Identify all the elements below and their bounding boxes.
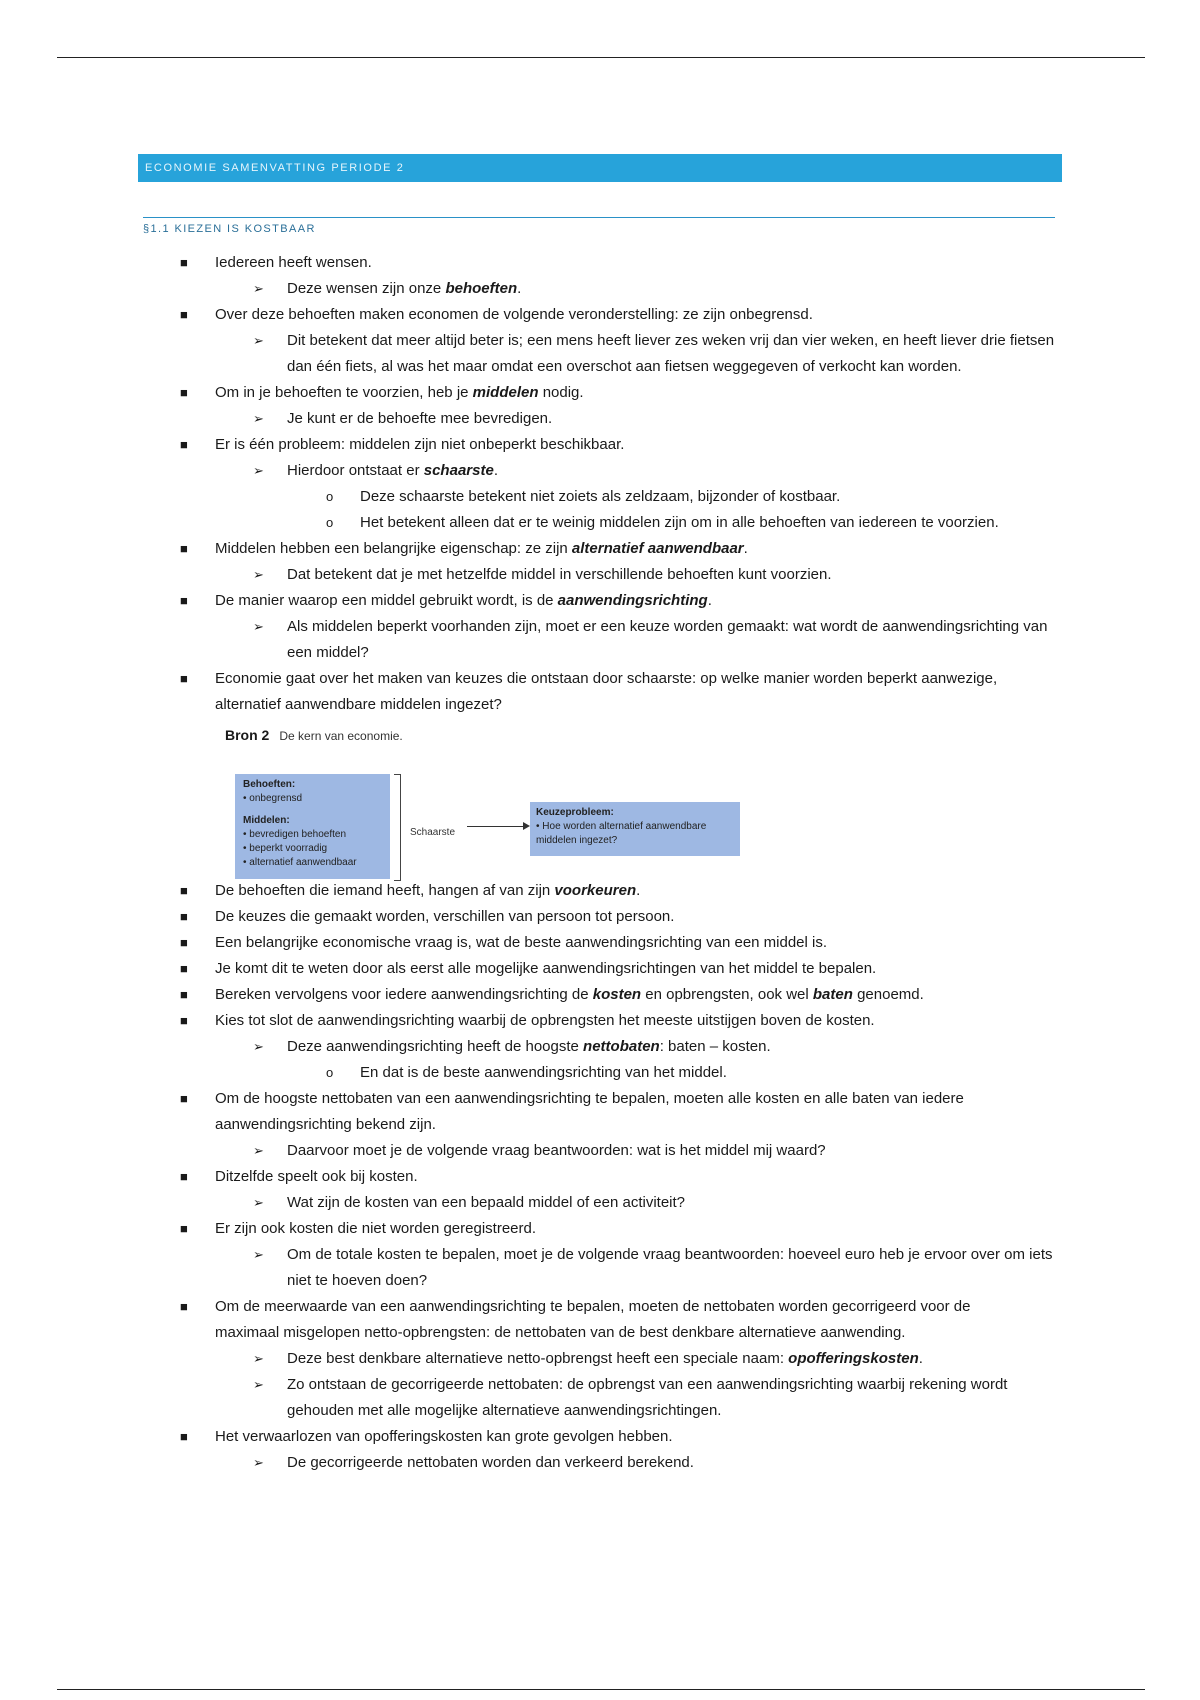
- square-bullet-icon: ■: [180, 1013, 188, 1028]
- square-bullet-icon: ■: [180, 307, 188, 322]
- square-bullet-icon: ■: [180, 1091, 188, 1106]
- text-run: Om de hoogste nettobaten van een aanwendingsrichting te bepalen, moeten alle kosten en alle baten van iedere aanwendingsrichting bekend zijn.: [215, 1090, 964, 1133]
- section-divider: [143, 217, 1055, 218]
- list-item-text: [287, 406, 1057, 432]
- arrow-bullet-icon: ➢: [253, 619, 264, 634]
- circle-bullet-icon: o: [326, 489, 334, 504]
- list-item: [0, 380, 1200, 406]
- list-item: [0, 1372, 1200, 1424]
- text-run: De keuzes die gemaakt worden, verschillen van persoon tot persoon.: [215, 908, 675, 925]
- list-item-text: [215, 1294, 1015, 1346]
- list-item: [0, 1346, 1200, 1372]
- square-bullet-icon: ■: [180, 541, 188, 556]
- text-run: Over deze behoeften maken economen de volgende veronderstelling: ze zijn onbegrensd.: [215, 306, 813, 323]
- text-run: Ditzelfde speelt ook bij kosten.: [215, 1168, 418, 1185]
- text-run: Deze wensen zijn onze: [287, 280, 446, 297]
- square-bullet-icon: ■: [180, 1429, 188, 1444]
- list-item-text: [215, 1008, 1015, 1034]
- list-item: [0, 1424, 1200, 1450]
- list-item-text: [215, 982, 1015, 1008]
- list-item-text: [215, 250, 1015, 276]
- list-item-text: [215, 536, 1015, 562]
- text-run: Deze aanwendingsrichting heeft de hoogste: [287, 1038, 584, 1055]
- list-item: [0, 536, 1200, 562]
- text-run: Economie gaat over het maken van keuzes die ontstaan door schaarste: op welke manier worden beperkt aanwezige, alternatief aanwendbare middelen ingezet?: [215, 670, 998, 713]
- list-item: [0, 562, 1200, 588]
- list-item: [0, 1242, 1200, 1294]
- arrow-bullet-icon: ➢: [253, 1455, 264, 1470]
- top-rule: [57, 57, 1145, 58]
- text-run: en opbrengsten, ook wel: [641, 986, 813, 1003]
- list-item-text: [360, 510, 1010, 536]
- text-run: Dit betekent dat meer altijd beter is; een mens heeft liever zes weken vrij dan vier weken, en heeft liever drie fietsen dan één fiets, al was het maar omdat een overschot aan fietsen weggegeven of verkocht kan worden.: [287, 332, 1055, 375]
- list-item: [0, 1450, 1200, 1476]
- circle-bullet-icon: o: [326, 1065, 334, 1080]
- text-run: En dat is de beste aanwendingsrichting van het middel.: [360, 1064, 727, 1081]
- keyword: aanwendingsrichting: [557, 592, 708, 609]
- text-run: .: [493, 462, 498, 479]
- square-bullet-icon: ■: [180, 909, 188, 924]
- text-run: Deze best denkbare alternatieve netto-opbrengst heeft een speciale naam:: [287, 1350, 789, 1367]
- text-run: Iedereen heeft wensen.: [215, 254, 372, 271]
- text-run: De manier waarop een middel gebruikt wordt, is de: [215, 592, 558, 609]
- document-body: [0, 250, 1200, 1476]
- list-item-text: [215, 904, 1015, 930]
- arrow-bullet-icon: ➢: [253, 333, 264, 348]
- keyword: nettobaten: [583, 1038, 660, 1055]
- list-item: [0, 406, 1200, 432]
- list-item: [0, 458, 1200, 484]
- text-run: nodig.: [538, 384, 584, 401]
- list-item: [0, 982, 1200, 1008]
- list-item: [0, 484, 1200, 510]
- list-item: [0, 588, 1200, 614]
- text-run: .: [517, 280, 522, 297]
- list-item-text: [360, 484, 1010, 510]
- text-run: : baten – kosten.: [659, 1038, 771, 1055]
- arrow-bullet-icon: ➢: [253, 463, 264, 478]
- list-item-text: [215, 380, 1015, 406]
- square-bullet-icon: ■: [180, 935, 188, 950]
- text-run: .: [743, 540, 748, 557]
- text-run: Deze schaarste betekent niet zoiets als zeldzaam, bijzonder of kostbaar.: [360, 488, 841, 505]
- figure-box-keuzeprobleem: [530, 802, 740, 856]
- text-run: De gecorrigeerde nettobaten worden dan verkeerd berekend.: [287, 1454, 694, 1471]
- arrow-bullet-icon: ➢: [253, 1039, 264, 1054]
- square-bullet-icon: ■: [180, 437, 188, 452]
- box-title-behoeften: Behoeften:: [243, 779, 296, 790]
- bottom-rule: [57, 1689, 1145, 1690]
- list-item-text: [215, 930, 1015, 956]
- list-item-text: [215, 1424, 1015, 1450]
- text-run: Daarvoor moet je de volgende vraag beantwoorden: wat is het middel mij waard?: [287, 1142, 826, 1159]
- text-run: Je komt dit te weten door als eerst alle mogelijke aanwendingsrichtingen van het middel te bepalen.: [215, 960, 877, 977]
- list-item: [0, 1190, 1200, 1216]
- figure-caption-text: De kern van economie.: [279, 729, 403, 743]
- list-item: [0, 904, 1200, 930]
- list-item-text: [215, 1086, 1015, 1138]
- keyword: middelen: [472, 384, 539, 401]
- text-run: Een belangrijke economische vraag is, wat de beste aanwendingsrichting van een middel is.: [215, 934, 828, 951]
- figure-label: Bron 2: [225, 727, 270, 743]
- list-item-text: [215, 1164, 1015, 1190]
- arrow-bullet-icon: ➢: [253, 1143, 264, 1158]
- keyword: voorkeuren: [554, 882, 637, 899]
- arrow-bullet-icon: ➢: [253, 567, 264, 582]
- list-item: [0, 328, 1200, 380]
- box-item: • bevredigen behoeften: [243, 829, 347, 840]
- square-bullet-icon: ■: [180, 1299, 188, 1314]
- text-run: Middelen hebben een belangrijke eigenschap: ze zijn: [215, 540, 572, 557]
- text-run: Er is één probleem: middelen zijn niet onbeperkt beschikbaar.: [215, 436, 625, 453]
- list-item-text: [215, 302, 1015, 328]
- list-item-text: [215, 588, 1015, 614]
- keyword: behoeften: [445, 280, 518, 297]
- list-item-text: [287, 614, 1057, 666]
- list-item: [0, 666, 1200, 718]
- arrow-bullet-icon: ➢: [253, 1247, 264, 1262]
- square-bullet-icon: ■: [180, 961, 188, 976]
- text-run: .: [918, 1350, 923, 1367]
- list-item-text: [287, 1242, 1057, 1294]
- list-item: [0, 1060, 1200, 1086]
- arrow-bullet-icon: ➢: [253, 1377, 264, 1392]
- figure-box-behoeften-middelen: [235, 774, 390, 879]
- square-bullet-icon: ■: [180, 1221, 188, 1236]
- list-item: [0, 1034, 1200, 1060]
- list-item-text: [287, 1450, 1057, 1476]
- text-run: De behoeften die iemand heeft, hangen af van zijn: [215, 882, 555, 899]
- list-item-text: [287, 458, 1057, 484]
- list-item-text: [215, 432, 1015, 458]
- bullet-list: [0, 250, 1200, 718]
- list-item-text: [287, 562, 1057, 588]
- list-item: [0, 250, 1200, 276]
- list-item-text: [215, 878, 1015, 904]
- text-run: Bereken vervolgens voor iedere aanwendingsrichting de: [215, 986, 593, 1003]
- figure-caption: [225, 722, 403, 749]
- keyword: schaarste: [423, 462, 494, 479]
- keyword: kosten: [592, 986, 642, 1003]
- box-item: • onbegrensd: [243, 793, 303, 804]
- square-bullet-icon: ■: [180, 671, 188, 686]
- text-run: Om de totale kosten te bepalen, moet je de volgende vraag beantwoorden: hoeveel euro heb je ervoor over om iets niet te hoeven doen?: [287, 1246, 1053, 1289]
- list-item-text: [287, 328, 1057, 380]
- list-item-text: [287, 1034, 1057, 1060]
- square-bullet-icon: ■: [180, 1169, 188, 1184]
- square-bullet-icon: ■: [180, 385, 188, 400]
- list-item: [0, 1008, 1200, 1034]
- list-item: [0, 956, 1200, 982]
- bullet-list: [0, 878, 1200, 1476]
- text-run: Je kunt er de behoefte mee bevredigen.: [287, 410, 553, 427]
- list-item: [0, 1294, 1200, 1346]
- keyword: alternatief aanwendbaar: [571, 540, 744, 557]
- keyword: opofferingskosten: [788, 1350, 919, 1367]
- list-item: [0, 276, 1200, 302]
- list-item-text: [287, 1138, 1057, 1164]
- figure-bron-2: [0, 718, 1200, 878]
- list-item: [0, 302, 1200, 328]
- text-run: .: [707, 592, 712, 609]
- keyword: baten: [812, 986, 853, 1003]
- square-bullet-icon: ■: [180, 883, 188, 898]
- list-item: [0, 1138, 1200, 1164]
- list-item: [0, 878, 1200, 904]
- list-item: [0, 1086, 1200, 1138]
- text-run: Er zijn ook kosten die niet worden geregistreerd.: [215, 1220, 537, 1237]
- arrow-bullet-icon: ➢: [253, 1195, 264, 1210]
- square-bullet-icon: ■: [180, 255, 188, 270]
- list-item: [0, 432, 1200, 458]
- arrow-label: Schaarste: [410, 827, 456, 838]
- list-item-text: [360, 1060, 1010, 1086]
- list-item-text: [287, 276, 1057, 302]
- box-item: • alternatief aanwendbaar: [243, 857, 357, 868]
- list-item: [0, 1164, 1200, 1190]
- document-banner: ECONOMIE SAMENVATTING PERIODE 2: [138, 154, 1062, 182]
- box-title-keuzeprobleem: Keuzeprobleem:: [536, 807, 614, 818]
- arrow-bullet-icon: ➢: [253, 281, 264, 296]
- circle-bullet-icon: o: [326, 515, 334, 530]
- square-bullet-icon: ■: [180, 593, 188, 608]
- text-run: Het betekent alleen dat er te weinig middelen zijn om in alle behoeften van iedereen te voorzien.: [360, 514, 999, 531]
- arrow-bullet-icon: ➢: [253, 1351, 264, 1366]
- arrow-bullet-icon: ➢: [253, 411, 264, 426]
- text-run: Wat zijn de kosten van een bepaald middel of een activiteit?: [287, 1194, 686, 1211]
- list-item-text: [215, 956, 1015, 982]
- list-item-text: [287, 1190, 1057, 1216]
- text-run: Om in je behoeften te voorzien, heb je: [215, 384, 473, 401]
- list-item-text: [215, 1216, 1015, 1242]
- figure-bracket: [394, 774, 401, 881]
- text-run: Kies tot slot de aanwendingsrichting waarbij de opbrengsten het meeste uitstijgen boven de kosten.: [215, 1012, 875, 1029]
- text-run: Hierdoor ontstaat er: [287, 462, 424, 479]
- text-run: .: [636, 882, 641, 899]
- list-item: [0, 1216, 1200, 1242]
- text-run: Dat betekent dat je met hetzelfde middel in verschillende behoeften kunt voorzien.: [287, 566, 832, 583]
- list-item-text: [215, 666, 1015, 718]
- list-item: [0, 930, 1200, 956]
- arrow-line: [467, 826, 527, 827]
- text-run: Als middelen beperkt voorhanden zijn, moet er een keuze worden gemaakt: wat wordt de aanwendingsrichting van een middel?: [287, 618, 1048, 661]
- text-run: Om de meerwaarde van een aanwendingsrichting te bepalen, moeten de nettobaten worden gecorrigeerd voor de maximaal misgelopen netto-opbrengsten: de nettobaten van de best denkbare alternatieve aanwending.: [215, 1298, 971, 1341]
- list-item: [0, 510, 1200, 536]
- list-item-text: [287, 1372, 1057, 1424]
- list-item: [0, 614, 1200, 666]
- arrow-head-icon: [523, 822, 530, 830]
- text-run: genoemd.: [852, 986, 924, 1003]
- square-bullet-icon: ■: [180, 987, 188, 1002]
- section-title: §1.1 KIEZEN IS KOSTBAAR: [143, 223, 316, 235]
- text-run: Zo ontstaan de gecorrigeerde nettobaten: de opbrengst van een aanwendingsrichting waarbij rekening wordt gehouden met alle mogelijke alternatieve aanwendingsrichtingen.: [287, 1376, 1008, 1419]
- list-item-text: [287, 1346, 1057, 1372]
- box-item: • Hoe worden alternatief aanwendbare middelen ingezet?: [536, 821, 707, 846]
- box-title-middelen: Middelen:: [243, 815, 290, 826]
- box-item: • beperkt voorradig: [243, 843, 328, 854]
- text-run: Het verwaarlozen van opofferingskosten kan grote gevolgen hebben.: [215, 1428, 673, 1445]
